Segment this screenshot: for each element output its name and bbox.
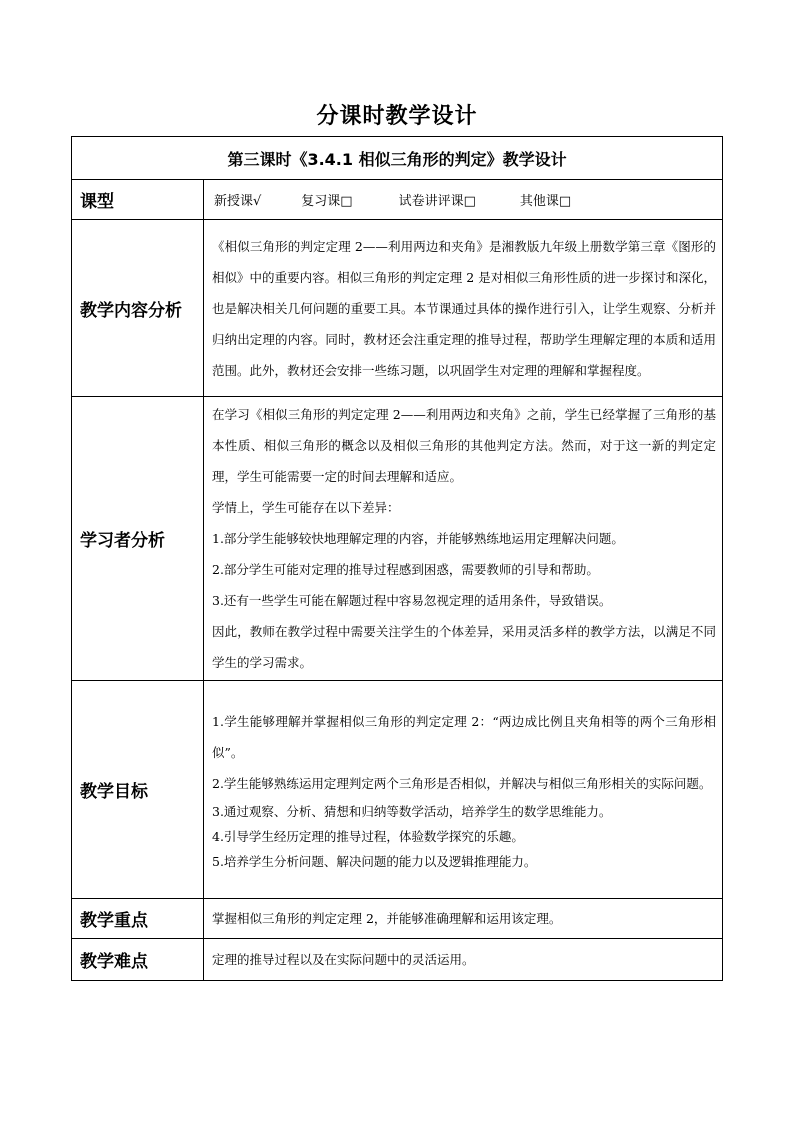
learner-analysis-cell [204,397,723,681]
teaching-goal-item: 2.学生能够熟练运用定理判定两个三角形是否相似，并解决与相似三角形相关的实际问题。 [212,775,712,791]
learner-paragraph: 1.部分学生能够较快地理解定理的内容，并能够熟练地运用定理解决问题。 [212,531,624,546]
course-type-option-exam-review: 试卷讲评课□ [398,194,476,209]
lesson-plan-table [71,136,723,981]
content-analysis-label: 教学内容分析 [72,220,204,397]
document-title: 分课时教学设计 [316,104,478,129]
lesson-title: 第三课时《3.4.1 相似三角形的判定》教学设计 [72,137,723,180]
teaching-goal-item: 5.培养学生分析问题、解决问题的能力以及逻辑推理能力。 [212,853,537,869]
course-type-option-review: 复习课□ [301,194,353,209]
teaching-goals-cell [204,681,723,899]
teaching-goals-label: 教学目标 [72,681,204,899]
key-points-text: 掌握相似三角形的判定定理 2，并能够准确理解和运用该定理。 [204,899,723,939]
difficult-points-text: 定理的推导过程以及在实际问题中的灵活运用。 [204,939,723,981]
learner-paragraph: 因此，教师在教学过程中需要关注学生的个体差异，采用灵活多样的教学方法，以满足不同学生的学习需求。 [212,624,717,670]
course-type-options [204,180,723,220]
teaching-goal-item: 3.通过观察、分析、猜想和归纳等数学活动，培养学生的数学思维能力。 [212,803,612,819]
learner-paragraph: 在学习《相似三角形的判定定理 2——利用两边和夹角》之前，学生已经掌握了三角形的基本性质、相似三角形的概念以及相似三角形的其他判定方法。然而，对于这一新的判定定理，学生可能需要一定的时间去理解和适应。 [212,407,717,484]
learner-paragraph: 2.部分学生可能对定理的推导过程感到困惑，需要教师的引导和帮助。 [212,562,599,577]
course-type-label: 课型 [72,180,204,220]
learner-analysis-label: 学习者分析 [72,397,204,681]
learner-paragraph: 3.还有一些学生可能在解题过程中容易忽视定理的适用条件，导致错误。 [212,593,612,608]
course-type-option-new: 新授课√ [214,194,262,209]
content-analysis-cell [204,220,723,397]
content-analysis-text: 《相似三角形的判定定理 2——利用两边和夹角》是湘教版九年级上册数学第三章《图形的相似》中的重要内容。相似三角形的判定定理 2 是对相似三角形性质的进一步探讨和深化，也是解决相关几何问题的重要工具。本节课通过具体的操作进行引入，让学生观察、分析并归纳出定理的内容。同时，教材还会注重定理的推导过程，帮助学生理解定理的本质和适用范围。此外，教材还会安排一些练习题，以巩固学生对定理的理解和掌握程度。 [212,238,717,378]
key-points-label: 教学重点 [72,899,204,939]
teaching-goal-item: 1.学生能够理解并掌握相似三角形的判定定理 2：“两边成比例且夹角相等的两个三角形相似”。 [212,713,717,760]
course-type-option-other: 其他课□ [519,194,572,209]
learner-paragraph: 学情上，学生可能存在以下差异： [212,500,400,515]
difficult-points-label: 教学难点 [72,939,204,981]
teaching-goal-item: 4.引导学生经历定理的推导过程，体验数学探究的乐趣。 [212,828,524,844]
